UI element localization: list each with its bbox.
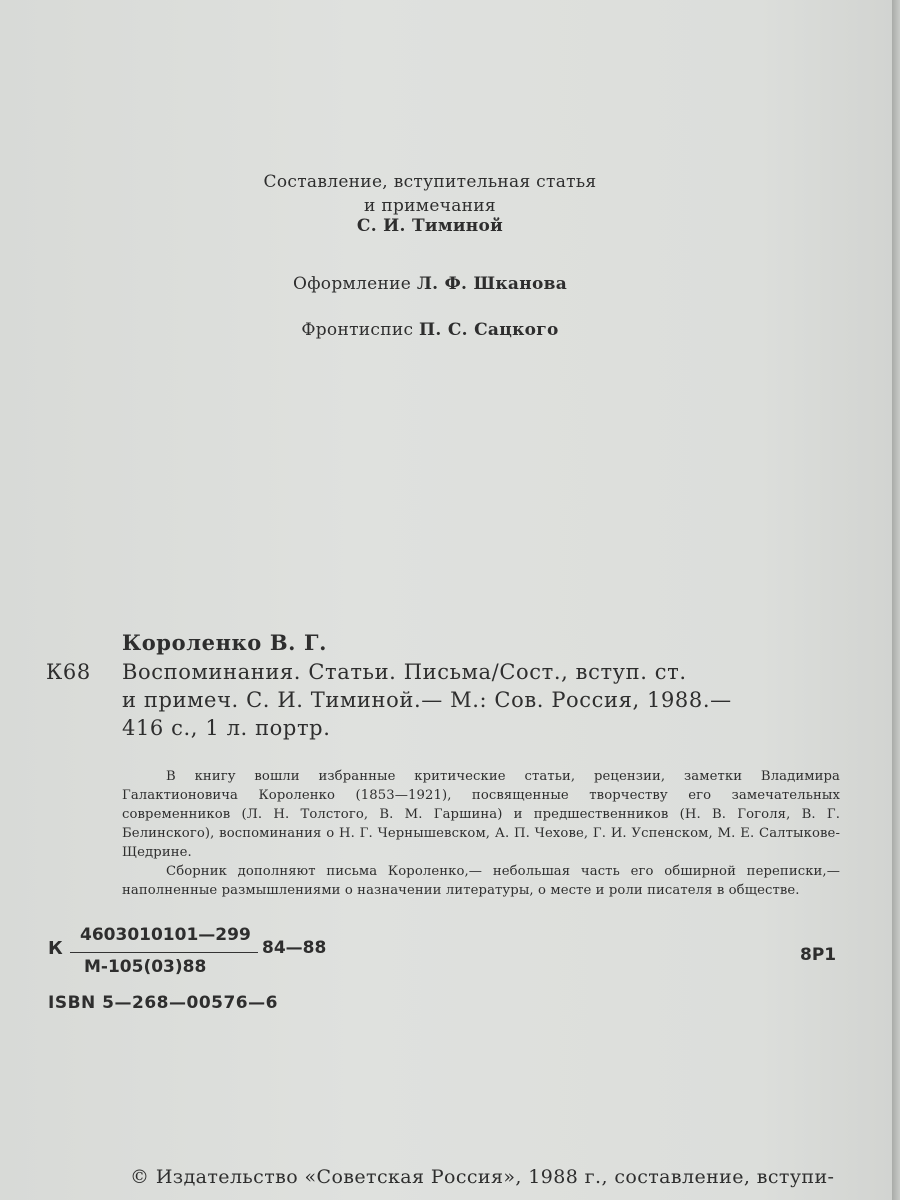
catalog-code: К68 [46,660,91,684]
credit-compilation-line2: и примечания [364,196,496,216]
isbn: ISBN 5—268—00576—6 [48,993,278,1013]
index-denominator: М-105(03)88 [84,957,207,977]
annotation-paragraph-2: Сборник дополняют письма Короленко,— небольшая часть его обширной переписки,— наполненные размышлениями о назначении литературы, о месте и роли писателя в обществе. [122,864,840,898]
annotation [122,767,840,900]
credit-compilation-line1: Составление, вступительная статья [263,172,597,192]
book-spine-edge [892,0,900,1200]
credit-design-name: Л. Ф. Шканова [416,274,568,294]
index-k-letter: К [48,938,63,959]
catalog-line1: Воспоминания. Статьи. Письма/Сост., вступ. ст. [122,660,687,684]
credit-frontispiece [0,320,860,340]
credit-frontispiece-label: Фронтиспис [301,320,414,340]
copyright-line: © Издательство «Советская Россия», 1988 г., составление, вступи- [130,1166,835,1188]
credit-design-label: Оформление [292,274,412,294]
credit-compiler-name: С. И. Тиминой [356,216,504,236]
catalog-line2: и примеч. С. И. Тиминой.— М.: Сов. Россия, 1988.— [122,688,732,712]
index-numerator: 4603010101—299 [80,925,251,945]
catalog-author: Короленко В. Г. [122,630,328,655]
index-suffix: 84—88 [262,938,327,958]
fraction-line [70,952,258,953]
bbk-code: 8Р1 [800,945,837,965]
credit-frontispiece-name: П. С. Сацкого [419,320,559,340]
catalog-line3: 416 с., 1 л. портр. [122,716,331,740]
annotation-paragraph-1: В книгу вошли избранные критические статьи, рецензии, заметки Владимира Галактионовича Короленко (1853—1921), посвященные творчеству его замечательных современников (Л. Н. Толстого, В. М. Гаршина) и предшественников (Н. В. Гоголя, В. Г. Белинского), воспоминания о Н. Г. Чернышевском, А. П. Чехове, Г. И. Успенском, М. Е. Салтыкове-Щедрине. [122,769,840,860]
credit-design [0,274,860,294]
